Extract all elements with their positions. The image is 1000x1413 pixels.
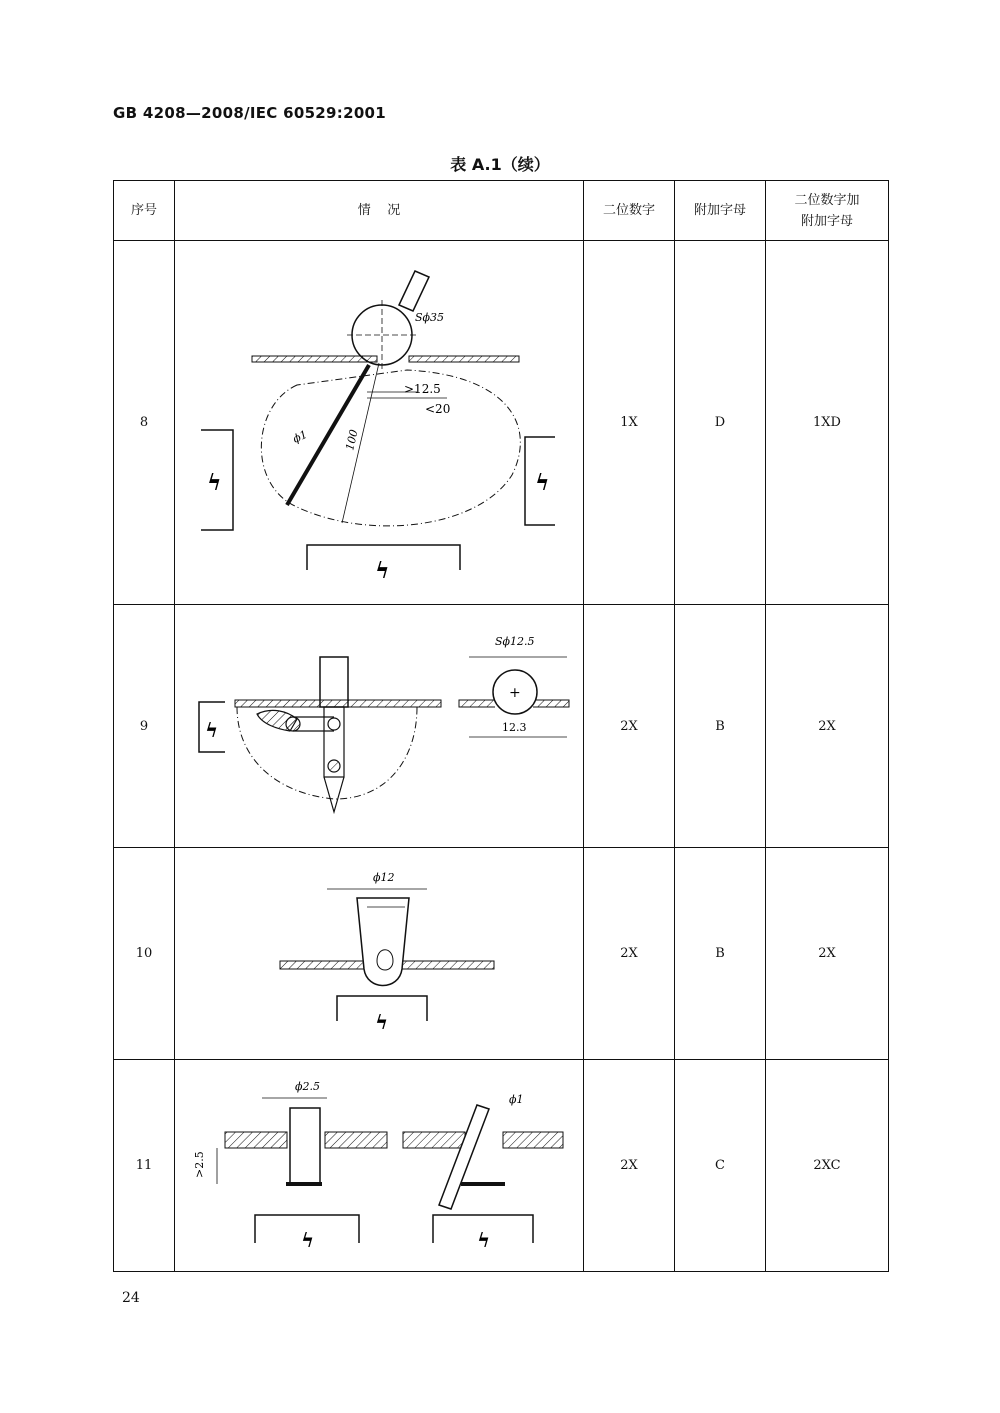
enclosure-wall-left xyxy=(252,356,377,362)
wall-left-2 xyxy=(403,1132,465,1148)
col-header-combo-line2: 附加字母 xyxy=(800,213,853,229)
dim-gap: 12.3 xyxy=(501,720,526,734)
letter-cell: D xyxy=(675,241,766,605)
two-digit-cell: 2X xyxy=(584,605,675,848)
row-index: 9 xyxy=(114,605,175,848)
col-header-index: 序号 xyxy=(114,181,175,241)
wall-left xyxy=(225,1132,287,1148)
hazard-icon-left: ϟ xyxy=(206,470,222,496)
row-index: 8 xyxy=(114,241,175,605)
figure-row11 xyxy=(177,1063,582,1268)
col-header-letter: 附加字母 xyxy=(675,181,766,241)
wall-right xyxy=(325,1132,387,1148)
table-caption: 表 A.1（续） xyxy=(450,155,550,174)
sphere-handle xyxy=(399,271,429,311)
condition-figure-cell xyxy=(175,605,584,848)
combo-cell: 2X xyxy=(766,848,889,1060)
figure-row9 xyxy=(177,609,582,844)
table-row xyxy=(114,605,889,848)
col-header-condition: 情 况 xyxy=(175,181,584,241)
condition-figure-cell xyxy=(175,1060,584,1272)
col-header-two-digit: 二位数字 xyxy=(584,181,675,241)
wall-right xyxy=(399,961,494,969)
ip-code-table xyxy=(113,180,889,1272)
letter-cell: C xyxy=(675,1060,766,1272)
combo-cell: 2XC xyxy=(766,1060,889,1272)
hazard-icon: ϟ xyxy=(374,1010,388,1034)
figure-row10 xyxy=(177,851,582,1056)
dim-finger: ϕ12 xyxy=(372,871,394,884)
dim-wire: ϕ1 xyxy=(290,427,309,446)
table-row xyxy=(114,1060,889,1272)
hazard-icon-right: ϟ xyxy=(534,470,550,496)
two-digit-cell: 2X xyxy=(584,848,675,1060)
enclosure-wall-right xyxy=(409,356,519,362)
dim-depth: >2.5 xyxy=(192,1151,206,1178)
dim-length: 100 xyxy=(342,428,361,452)
table-row xyxy=(114,848,889,1060)
test-rod xyxy=(290,1108,320,1183)
dim-rod: ϕ2.5 xyxy=(294,1080,320,1093)
row-index: 11 xyxy=(114,1060,175,1272)
letter-cell: B xyxy=(675,848,766,1060)
two-digit-cell: 1X xyxy=(584,241,675,605)
hazard-icon-bottom: ϟ xyxy=(374,558,390,584)
combo-cell: 2X xyxy=(766,605,889,848)
condition-figure-cell xyxy=(175,241,584,605)
wall-left xyxy=(280,961,370,969)
hazard-icon-right: ϟ xyxy=(476,1228,490,1252)
two-digit-cell: 2X xyxy=(584,1060,675,1272)
sphere-center-mark: + xyxy=(508,684,521,701)
figure-row8 xyxy=(177,245,582,600)
page-number: 24 xyxy=(122,1290,140,1306)
dim-sphere: Sϕ35 xyxy=(414,311,444,324)
col-header-combo-line1: 二位数字加 xyxy=(794,192,860,208)
condition-figure-cell xyxy=(175,848,584,1060)
document-header: GB 4208—2008/IEC 60529:2001 xyxy=(113,104,387,122)
hazard-region-outline xyxy=(261,370,520,526)
hazard-icon-left: ϟ xyxy=(300,1228,314,1252)
col-header-combo xyxy=(766,181,889,241)
enclosure-wall xyxy=(235,700,441,707)
letter-cell: B xyxy=(675,605,766,848)
dim-lt: <20 xyxy=(424,402,450,416)
table-header-row xyxy=(114,181,889,241)
test-wire xyxy=(439,1105,489,1209)
wall-right-2 xyxy=(503,1132,563,1148)
hazard-icon: ϟ xyxy=(204,717,218,742)
table-row xyxy=(114,241,889,605)
test-finger xyxy=(357,898,409,986)
dim-wire: ϕ1 xyxy=(508,1093,523,1106)
combo-cell: 1XD xyxy=(766,241,889,605)
dim-sphere: Sϕ12.5 xyxy=(494,634,535,648)
row-index: 10 xyxy=(114,848,175,1060)
dim-gt: >12.5 xyxy=(403,382,441,396)
